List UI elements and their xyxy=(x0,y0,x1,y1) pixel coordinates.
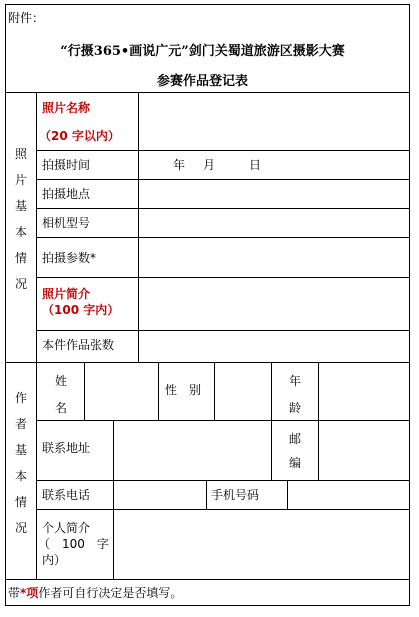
photo-intro-label: 照片简介 xyxy=(42,287,91,301)
side-column-line xyxy=(36,92,37,579)
row-line xyxy=(37,237,410,238)
camera-model-label: 相机型号 xyxy=(42,216,91,230)
row-line xyxy=(37,150,410,151)
photo-section-side-label: 照 片 基 本 情 况 xyxy=(14,147,27,291)
age-label: 年 龄 xyxy=(288,374,301,415)
phone-label: 联系电话 xyxy=(42,488,91,502)
date-year-label: 年 xyxy=(173,158,186,172)
shoot-params-label: 拍摄参数* xyxy=(42,251,97,265)
address-label: 联系地址 xyxy=(42,441,91,455)
bio-label-line3: 内） xyxy=(42,553,67,567)
col-line xyxy=(158,362,159,420)
table-top-border xyxy=(5,92,410,93)
shoot-time-label: 拍摄时间 xyxy=(42,158,91,172)
col-line xyxy=(287,480,288,509)
col-line xyxy=(318,362,319,480)
row-line xyxy=(37,277,410,278)
gender-label: 性 别 xyxy=(165,383,202,397)
footer-note: 带*项作者可自行决定是否填写。 xyxy=(8,586,183,600)
row-line xyxy=(37,509,410,510)
shoot-location-label: 拍摄地点 xyxy=(42,187,91,201)
row-line xyxy=(37,420,410,421)
name-label: 姓 名 xyxy=(54,374,67,415)
row-line xyxy=(37,179,410,180)
date-month-label: 月 xyxy=(203,158,216,172)
label-column-line xyxy=(138,92,139,362)
attachment-label: 附件： xyxy=(8,11,45,25)
col-line xyxy=(271,362,272,480)
photo-name-note: （20 字以内） xyxy=(39,129,120,143)
row-line xyxy=(37,208,410,209)
col-line xyxy=(113,420,114,579)
table-bottom-border xyxy=(5,579,410,580)
row-line xyxy=(37,330,410,331)
photo-intro-note: （100 字内） xyxy=(42,303,120,317)
form-title-line2: 参赛作品登记表 xyxy=(156,74,248,89)
postcode-label: 邮 编 xyxy=(288,432,301,470)
col-line xyxy=(84,362,85,420)
bio-label-line2: （ 100 字 xyxy=(38,537,109,551)
photo-name-label: 照片名称 xyxy=(42,101,91,115)
section-divider xyxy=(5,362,410,363)
mobile-label: 手机号码 xyxy=(211,488,260,502)
photo-count-label: 本件作品张数 xyxy=(42,338,115,352)
col-line xyxy=(206,480,207,509)
form-title-line1: “行摄365•画说广元”剑门关蜀道旅游区摄影大赛 xyxy=(60,44,345,59)
col-line xyxy=(214,362,215,420)
author-section-side-label: 作 者 基 本 情 况 xyxy=(14,391,27,535)
date-day-label: 日 xyxy=(249,158,262,172)
bio-label-line1: 个人简介 xyxy=(42,521,91,535)
row-line xyxy=(37,480,410,481)
